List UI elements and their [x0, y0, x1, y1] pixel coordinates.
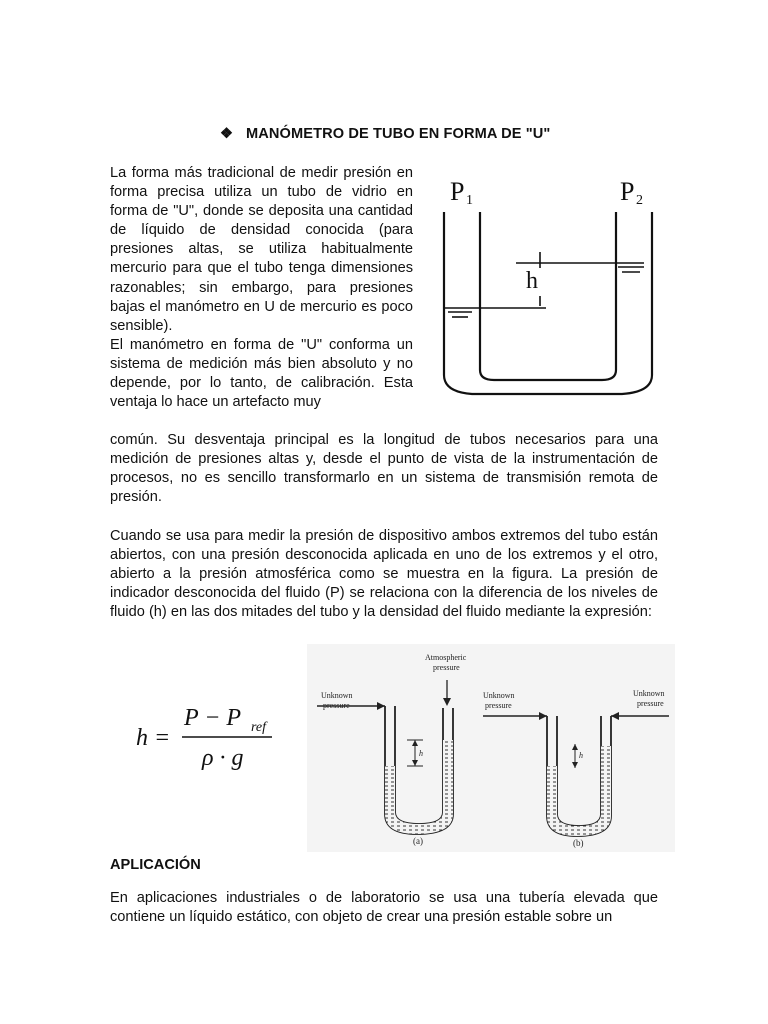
p1-label: P: [450, 177, 465, 206]
paragraph-intro: La forma más tradicional de medir presión en forma precisa utiliza un tubo de vidrio en forma de "U", donde se deposita una cantidad de líquido de densidad conocida (para presiones altas, se utiliza habitualmente mercurio para que el tubo tenga dimensiones razonables; sin embargo, para presiones bajas el manómetro en U de mercurio es poco sensible).: [110, 165, 413, 334]
heading-title: MANÓMETRO DE TUBO EN FORMA DE "U": [246, 126, 551, 142]
p1-subscript: 1: [466, 193, 473, 208]
unknown-pressure-b-left: Unknown: [483, 691, 515, 700]
u-tube-manometer-figure: [432, 170, 662, 430]
atmospheric-label-2: pressure: [433, 663, 460, 672]
unknown-pressure-a-2: pressure: [323, 701, 350, 710]
p2-label: P: [620, 177, 635, 206]
paragraph-disadvantage: común. Su desventaja principal es la longitud de tubos necesarios para una medición de presiones altas y, desde el punto de vista de la instrumentación de procesos, no es sencillo transformarlo en un sistema de transmisión remota de presión.: [110, 432, 658, 506]
unknown-pressure-b-left-2: pressure: [485, 701, 512, 710]
pressure-formula: [132, 693, 282, 773]
formula-denominator: ρ · g: [202, 745, 244, 771]
atmospheric-label: Atmospheric: [425, 653, 467, 662]
h-label-b: h: [579, 751, 583, 760]
unknown-pressure-a: Unknown: [321, 691, 353, 700]
section-heading: [220, 125, 550, 142]
formula-ref-subscript: ref: [251, 720, 267, 735]
paragraph-usage: Cuando se usa para medir la presión de dispositivo ambos extremos del tubo están abiertos, con una presión desconocida aplicada en uno de los extremos y el otro, abierto a la presión atmosférica como se muestra en la figura. La presión de indicador desconocida del fluido (P) se relaciona con la diferencia de los niveles de fluido (h) en las dos mitades del tubo y la densidad del fluido mediante la expresión:: [110, 528, 658, 621]
caption-b: (b): [573, 838, 584, 848]
paragraph-application: En aplicaciones industriales o de laboratorio se usa una tubería elevada que contiene un líquido estático, con objeto de crear una presión estable sobre un: [110, 890, 658, 926]
h-label-a: h: [419, 749, 423, 758]
manometer-comparison-figure: [307, 644, 675, 852]
caption-a: (a): [413, 836, 423, 846]
paragraph-advantage-start: El manómetro en forma de "U" conforma un sistema de medición más bien absoluto y no depende, por lo tanto, de calibración. Esta ventaja lo hace un artefacto muy: [110, 336, 413, 411]
aplicacion-heading: APLICACIÓN: [110, 857, 201, 873]
unknown-pressure-b-right: Unknown: [633, 689, 665, 698]
p2-subscript: 2: [636, 193, 643, 208]
intro-column: [110, 164, 413, 412]
h-label: h: [526, 268, 538, 294]
unknown-pressure-b-right-2: pressure: [637, 699, 664, 708]
diamond-bullet-icon: ❖: [220, 126, 234, 142]
formula-lhs: h =: [136, 725, 171, 751]
formula-numerator: P − P: [184, 705, 242, 731]
